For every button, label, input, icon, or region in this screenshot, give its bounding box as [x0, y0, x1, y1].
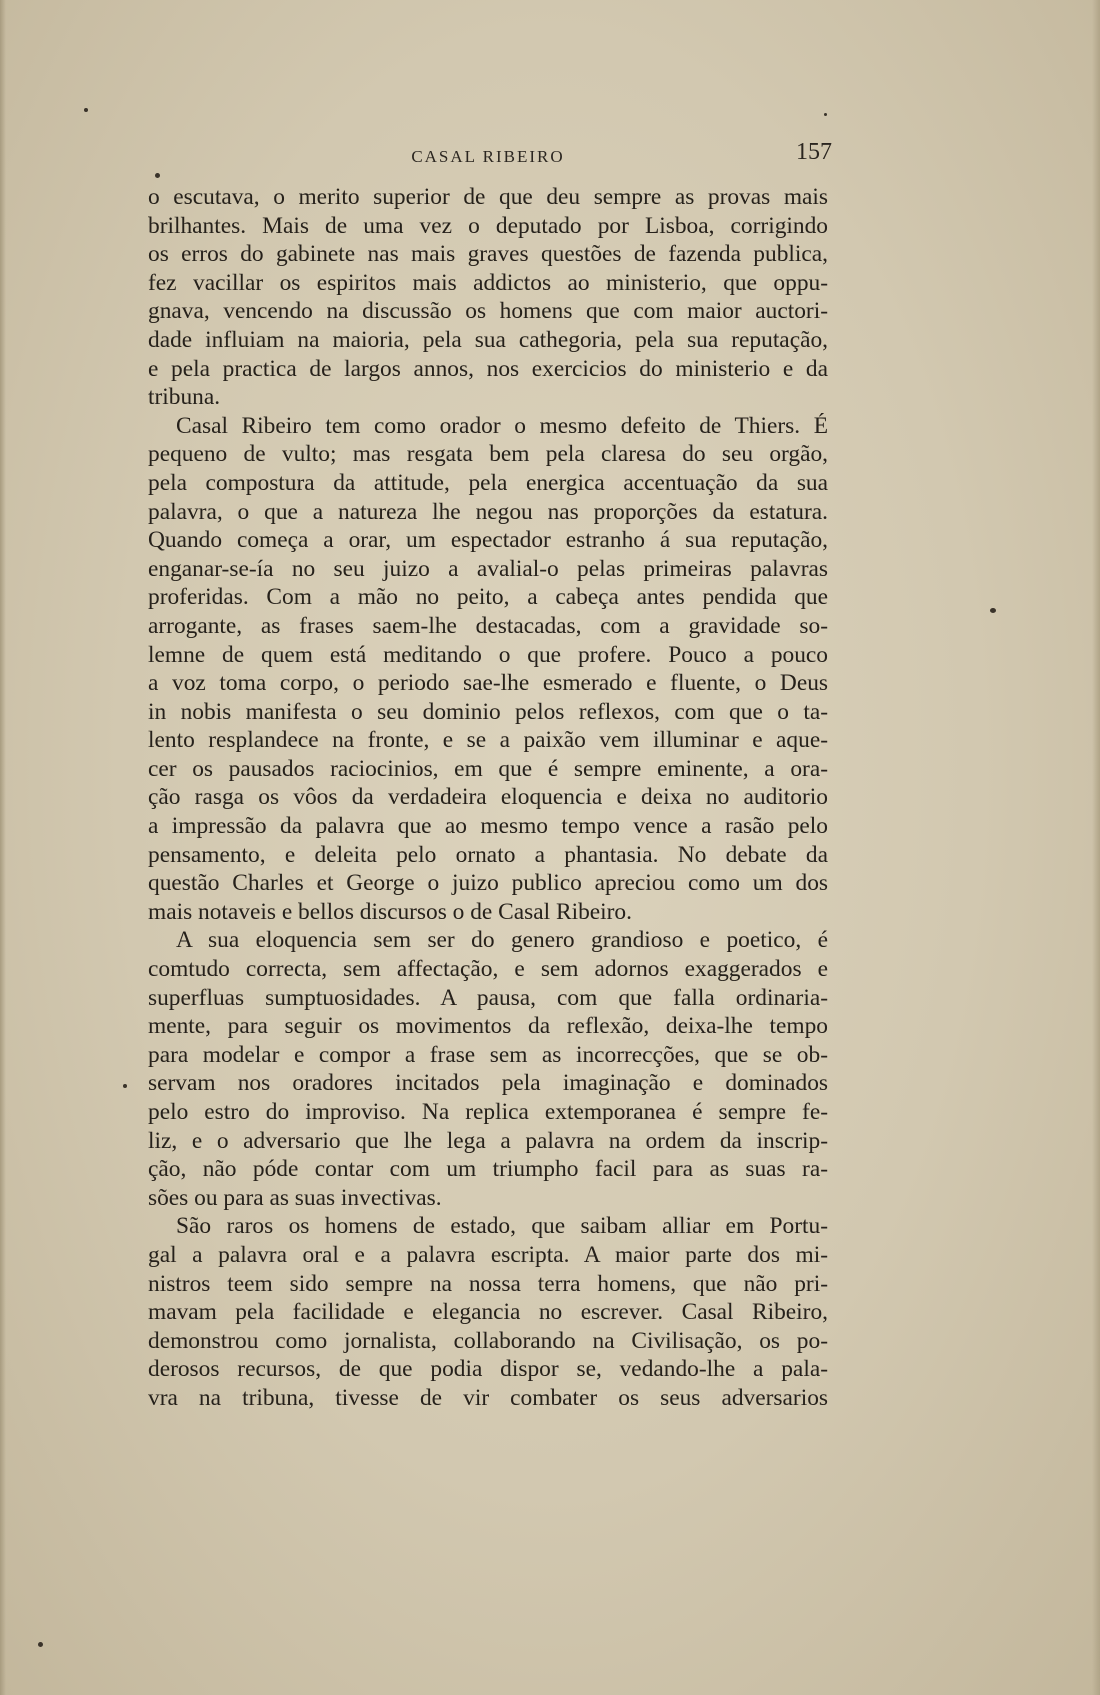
- text-line: gnava, vencendo na discussão os homens que com maior auctori-: [148, 298, 828, 325]
- running-head: [148, 139, 832, 173]
- text-line: palavra, o que a natureza lhe negou nas proporções da estatura.: [148, 498, 828, 525]
- body-text: [148, 183, 828, 1413]
- text-line: mavam pela facilidade e elegancia no escrever. Casal Ribeiro,: [148, 1299, 828, 1326]
- text-line: demonstrou como jornalista, collaborando na Civilisação, os po-: [148, 1327, 828, 1354]
- text-line: sões ou para as suas invectivas.: [148, 1184, 442, 1211]
- text-line: São raros os homens de estado, que saibam alliar em Portu-: [176, 1213, 828, 1240]
- running-head-title: CASAL RIBEIRO: [411, 147, 565, 166]
- text-line: pela compostura da attitude, pela energica accentuação da sua: [148, 469, 828, 496]
- text-line: A sua eloquencia sem ser do genero grandioso e poetico, é: [176, 927, 828, 954]
- text-line: lento resplandece na fronte, e se a paixão vem illuminar e aque-: [148, 727, 828, 754]
- text-line: Quando começa a orar, um espectador estranho á sua reputação,: [148, 527, 828, 554]
- text-line: dade influiam na maioria, pela sua cathegoria, pela sua reputação,: [148, 326, 828, 353]
- paper-speck: [990, 608, 996, 613]
- paper-speck: [123, 1084, 127, 1088]
- text-line: mente, para seguir os movimentos da reflexão, deixa-lhe tempo: [148, 1013, 828, 1040]
- text-line: para modelar e compor a frase sem as incorrecções, que se ob-: [148, 1041, 828, 1068]
- text-line: mais notaveis e bellos discursos o de Casal Ribeiro.: [148, 898, 632, 925]
- page-number: 157: [796, 139, 832, 165]
- text-line: fez vacillar os espiritos mais addictos ao ministerio, que oppu-: [148, 269, 828, 296]
- text-line: Casal Ribeiro tem como orador o mesmo defeito de Thiers. É: [176, 412, 828, 439]
- paper-speck: [155, 173, 160, 178]
- text-line: in nobis manifesta o seu dominio pelos reflexos, com que o ta-: [148, 698, 828, 725]
- text-line: os erros do gabinete nas mais graves questões de fazenda publica,: [148, 241, 828, 268]
- text-line: o escutava, o merito superior de que deu sempre as provas mais: [148, 184, 828, 210]
- text-line: arrogante, as frases saem-lhe destacadas, com a gravidade so-: [148, 612, 828, 639]
- text-line: vra na tribuna, tivesse de vir combater os seus adversarios: [148, 1384, 828, 1411]
- text-line: proferidas. Com a mão no peito, a cabeça antes pendida que: [148, 584, 828, 611]
- paper-speck: [824, 113, 827, 116]
- text-line: servam nos oradores incitados pela imaginação e dominados: [148, 1070, 828, 1097]
- text-line: derosos recursos, de que podia dispor se, vedando-lhe a pala-: [148, 1356, 828, 1383]
- text-line: e pela practica de largos annos, nos exercicios do ministerio e da: [148, 355, 828, 382]
- text-line: comtudo correcta, sem affectação, e sem adornos exaggerados e: [148, 956, 828, 983]
- text-line: a voz toma corpo, o periodo sae-lhe esmerado e fluente, o Deus: [148, 670, 828, 697]
- paper-speck: [38, 1642, 43, 1647]
- text-line: a impressão da palavra que ao mesmo tempo vence a rasão pelo: [148, 813, 828, 840]
- text-line: pelo estro do improviso. Na replica extemporanea é sempre fe-: [148, 1099, 828, 1125]
- text-line: ção, não póde contar com um triumpho facil para as suas ra-: [148, 1156, 828, 1183]
- text-line: pequeno de vulto; mas resgata bem pela claresa do seu orgão,: [148, 441, 828, 468]
- text-line: liz, e o adversario que lhe lega a palavra na ordem da inscrip-: [148, 1127, 828, 1154]
- text-line: gal a palavra oral e a palavra escripta. A maior parte dos mi-: [148, 1241, 828, 1268]
- text-line: enganar-se-ía no seu juizo a avalial-o pelas primeiras palavras: [148, 555, 828, 582]
- text-line: nistros teem sido sempre na nossa terra homens, que não pri-: [148, 1270, 828, 1297]
- text-line: superfluas sumptuosidades. A pausa, com que falla ordinaria-: [148, 984, 828, 1011]
- text-line: lemne de quem está meditando o que profere. Pouco a pouco: [148, 641, 828, 668]
- paper-speck: [84, 108, 88, 112]
- text-line: tribuna.: [148, 384, 221, 411]
- text-line: ção rasga os vôos da verdadeira eloquencia e deixa no auditorio: [148, 784, 828, 811]
- text-line: brilhantes. Mais de uma vez o deputado por Lisboa, corrigindo: [148, 212, 828, 239]
- page-right-edge: [1092, 0, 1100, 1695]
- text-line: pensamento, e deleita pelo ornato a phantasia. No debate da: [148, 841, 828, 868]
- text-line: questão Charles et George o juizo publico apreciou como um dos: [148, 870, 828, 897]
- page-left-edge: [0, 0, 6, 1695]
- text-line: cer os pausados raciocinios, em que é sempre eminente, a ora-: [148, 755, 828, 782]
